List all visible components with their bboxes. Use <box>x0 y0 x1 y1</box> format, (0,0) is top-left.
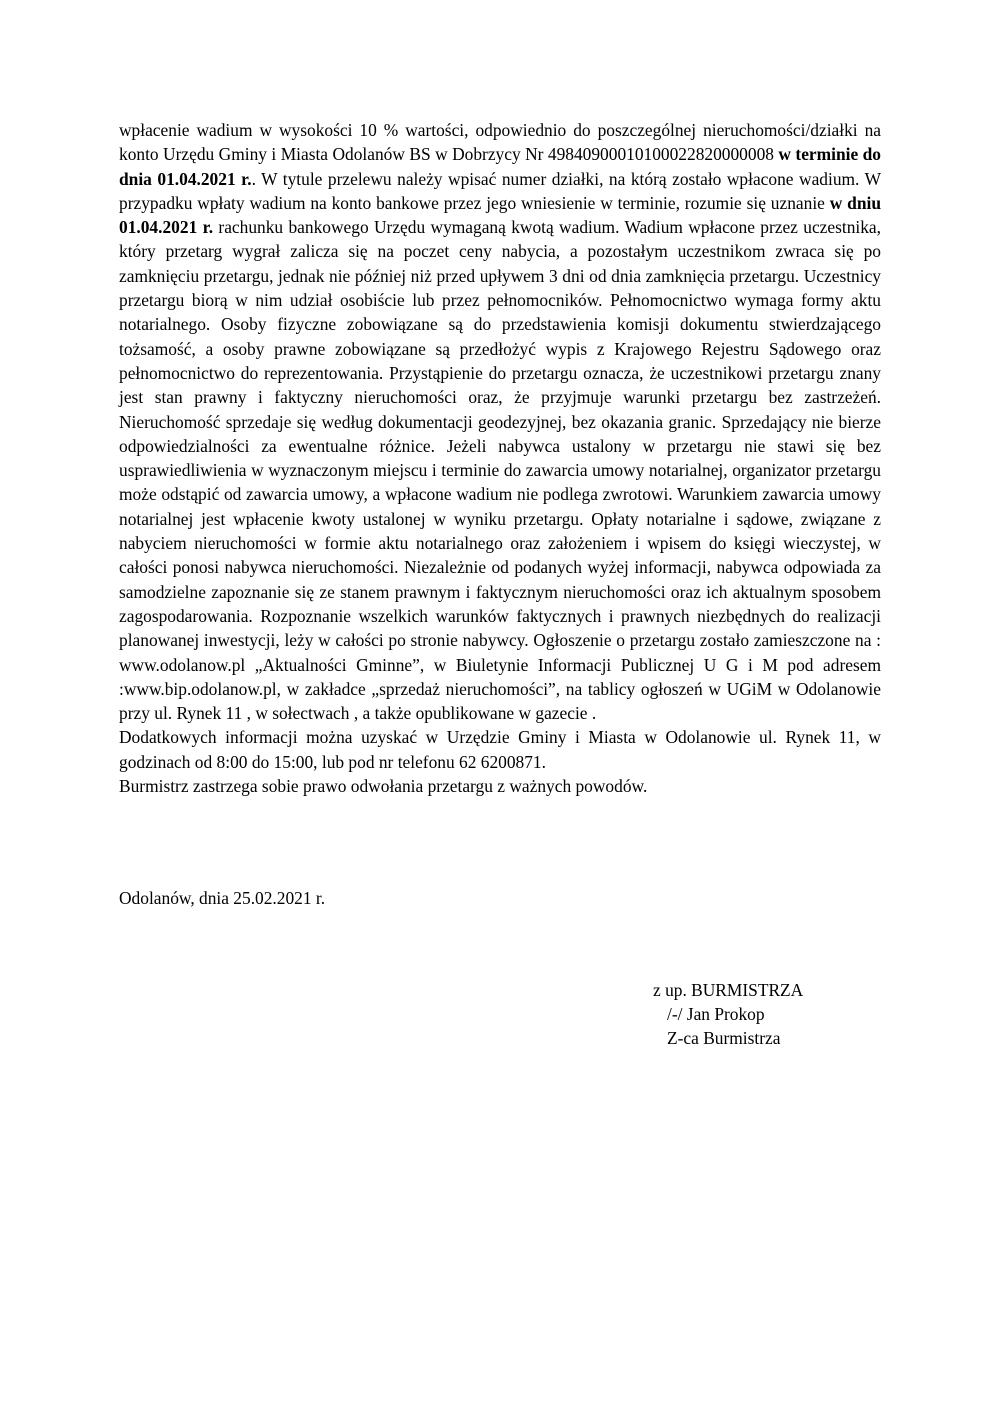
cancellation-right-paragraph: Burmistrz zastrzega sobie prawo odwołania przetargu z ważnych powodów. <box>119 776 648 797</box>
conditions-text-part-2: . W tytule przelewu należy wpisać numer działki, na którą zostało wpłacone wadium. W przypadku wpłaty wadium na konto bankowe przez jego wniesienie w terminie, rozumie się uznanie <box>119 168 881 213</box>
place-and-date: Odolanów, dnia 25.02.2021 r. <box>119 888 326 908</box>
conditions-text-part-3: rachunku bankowego Urzędu wymaganą kwotą wadium. Wadium wpłacone przez uczestnika, który przetarg wygrał zalicza się na poczet ceny nabycia, a pozostałym uczestnikom zwraca się po zamknięciu przetargu, jednak nie później niż przed upływem 3 dni od dnia zamknięcia przetargu. Uczestnicy przetargu biorą w nim udział osobiście lub przez pełnomocników. Pełnomocnictwo wymaga formy aktu notarialnego. Osoby fizyczne zobowiązane są do przedstawienia komisji dokumentu stwierdzającego tożsamość, a osoby prawne zobowiązane są przedłożyć wypis z Krajowego Rejestru Sądowego oraz pełnomocnictwo do reprezentowania. Przystąpienie do przetargu oznacza, że uczestnikowi przetargu znany jest stan prawny i faktyczny nieruchomości oraz, że przyjmuje warunki przetargu bez zastrzeżeń. Nieruchomość sprzedaje się według dokumentacji geodezyjnej, bez okazania granic. Sprzedający nie bierze odpowiedzialności za ewentualne różnice. Jeżeli nabywca ustalony w przetargu nie stawi się bez usprawiedliwienia w wyznaczonym miejscu i terminie do zawarcia umowy notarialnej, organizator przetargu może odstąpić od zawarcia umowy, a wpłacone wadium nie podlega zwrotowi. Warunkiem zawarcia umowy notarialnej jest wpłacenie kwoty ustalonej w wyniku przetargu. Opłaty notarialne i sądowe, związane z nabyciem nieruchomości w formie aktu notarialnego oraz założeniem i wpisem do księgi wieczystej, w całości ponosi nabywca nieruchomości. Niezależnie od podanych wyżej informacji, nabywca odpowiada za samodzielne zapoznanie się ze stanem prawnym i faktycznym nieruchomości oraz ich aktualnym sposobem zagospodarowania. Rozpoznanie wszelkich warunków faktycznych i prawnych niezbędnych do realizacji planowanej inwestycji, leży w całości po stronie nabywcy. Ogłoszenie o przetargu zostało zamieszczone na : www.odolanow.pl „Aktualności Gminne”, w Biuletynie Informacji Publicznej U G i M pod adresem :www.bip.odolanow.pl, w zakładce „sprzedaż nieruchomości”, na tablicy ogłoszeń w UGiM w Odolanowie przy ul. Rynek 11 , w sołectwach , a także opublikowane w gazecie . <box>119 217 881 724</box>
signature-authority-line: z up. BURMISTRZA <box>653 980 804 1000</box>
additional-info-paragraph: Dodatkowych informacji można uzyskać w Urzędzie Gminy i Miasta w Odolanowie ul. Rynek 11, w godzinach od 8:00 do 15:00, lub pod nr telefonu 62 6200871. <box>119 727 881 772</box>
signature-block <box>653 978 803 1050</box>
announcement-body <box>119 118 881 798</box>
signature-title-line: Z-ca Burmistrza <box>667 1028 781 1048</box>
deposit-credit-date-bold: w dniu 01.04.2021 r. <box>119 192 881 238</box>
signature-name-line: /-/ Jan Prokop <box>667 1004 765 1024</box>
deposit-deadline-bold: w terminie do dnia 01.04.2021 r. <box>119 144 881 189</box>
conditions-text-part-1: wpłacenie wadium w wysokości 10 % wartości, odpowiednio do poszczególnej nieruchomości/działki na konto Urzędu Gminy i Miasta Odolanów BS w Dobrzycy Nr 49840900010100022820000008 <box>119 120 881 165</box>
tender-conditions-paragraph <box>119 118 881 725</box>
